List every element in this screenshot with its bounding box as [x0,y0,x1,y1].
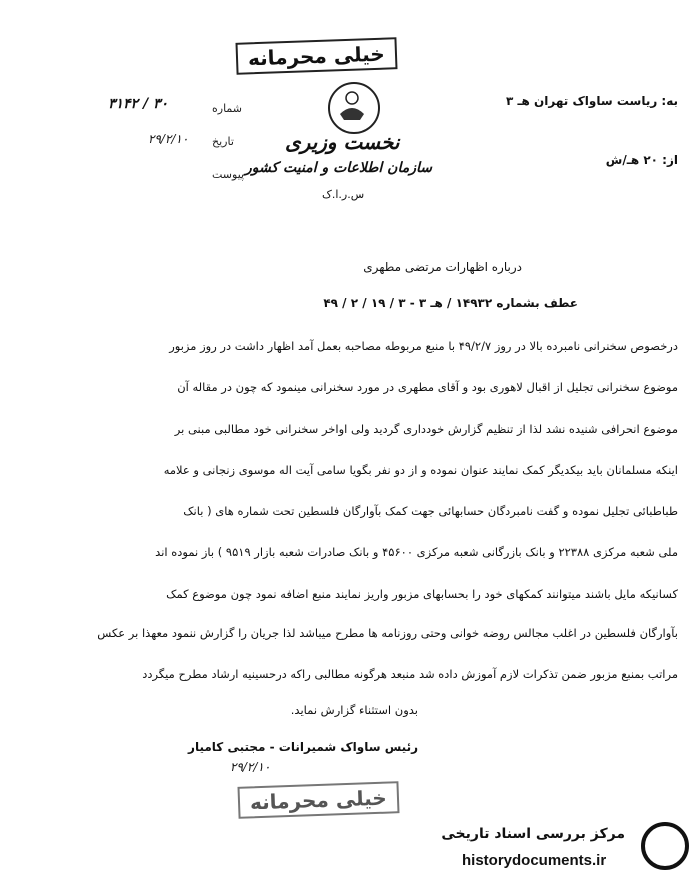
confidential-stamp-top: خیلی محرمانه [235,37,397,75]
lion-sun-emblem-icon [328,82,380,134]
org-code: س.ر.ا.ک [322,188,365,201]
handwritten-number: ۳۱۴۲ / ۳۰ [108,96,168,112]
body-line-6: ملی شعبه مرکزی ۲۲۳۸۸ و بانک بازرگانی شعبه مرکزی ۴۵۶۰۰ و بانک صادرات شعبه بازار ۹۵۱۹ ) باز نموده اند [155,545,678,559]
org-name-line2: سازمان اطلاعات و امنیت کشور [245,160,432,176]
handwritten-date: ۲۹/۲/۱۰ [148,132,189,146]
confidential-stamp-bottom: خیلی محرمانه [237,781,399,819]
body-line-5: طباطبائی تجلیل نموده و گفت نامبردگان حسابهائی جهت کمک بآوارگان فلسطین تحت شماره های ( بانک [183,504,678,518]
org-name-line1: نخست وزیری [285,130,400,154]
body-line-2: موضوع سخنرانی تجلیل از اقبال لاهوری بود و آقای مطهری در مورد سخنرانی مینمود که چون در مقاله آن [177,380,678,394]
subject-line: درباره اظهارات مرتضی مطهری [363,260,522,274]
body-line-10: بدون استثناء گزارش نماید. [290,703,418,717]
recipient-line: به: ریاست ساواک تهران هـ ۳ [505,94,678,108]
watermark-title: مرکز بررسی اسناد تاریخی [441,826,625,842]
reference-line: عطف بشماره ۱۴۹۳۲ / هـ ۳ - ۳ / ۱۹ / ۲ / ۴۹ [323,296,578,310]
emblem-graphic [330,84,374,128]
body-line-9: مراتب بمنبع مزبور ضمن تذکرات لازم آموزش داده شد منبعد هرگونه مطالبی راکه درحسینیه ارشاد مطرح میگردد [142,667,678,681]
signature-handwritten-date: ۲۹/۲/۱۰ [230,760,271,774]
signature-line: رئیس ساواک شمیرانات - مجتبی کامیار [188,740,418,754]
attachment-label: پیوست [212,168,245,181]
body-line-7: کسانیکه مایل باشند میتوانند کمکهای خود را بحسابهای مزبور واریز نمایند منبع اضافه نمود چون موضوع کمک [166,587,678,601]
sender-line: از: ۲۰ هـ/ش [605,153,678,167]
body-line-3: موضوع انحرافی شنیده نشد لذا از تنظیم گزارش خودداری گردید ولی اواخر سخنرانی خود مطالبی مبنی بر [174,422,678,436]
number-label: شماره [212,102,243,115]
body-line-1: درخصوص سخنرانی نامبرده بالا در روز ۴۹/۲/۷ با منبع مربوطه مصاحبه بعمل آمد اظهار داشت در روز مزبور [169,339,678,353]
date-label: تاریخ [212,135,234,148]
body-line-4: اینکه مسلمانان باید بیکدیگر کمک نمایند عنوان نموده و از دو نفر بگویا سامی آیت اله موسوی زنجانی و علامه [163,463,678,477]
watermark-url: historydocuments.ir [462,852,607,869]
archive-logo-icon [641,822,689,870]
body-line-8: بآوارگان فلسطین در اغلب مجالس روضه خوانی وحتی روزنامه ها مطرح میباشد لذا جریان را گزارش ننمود معهذا بر عکس [97,626,678,640]
